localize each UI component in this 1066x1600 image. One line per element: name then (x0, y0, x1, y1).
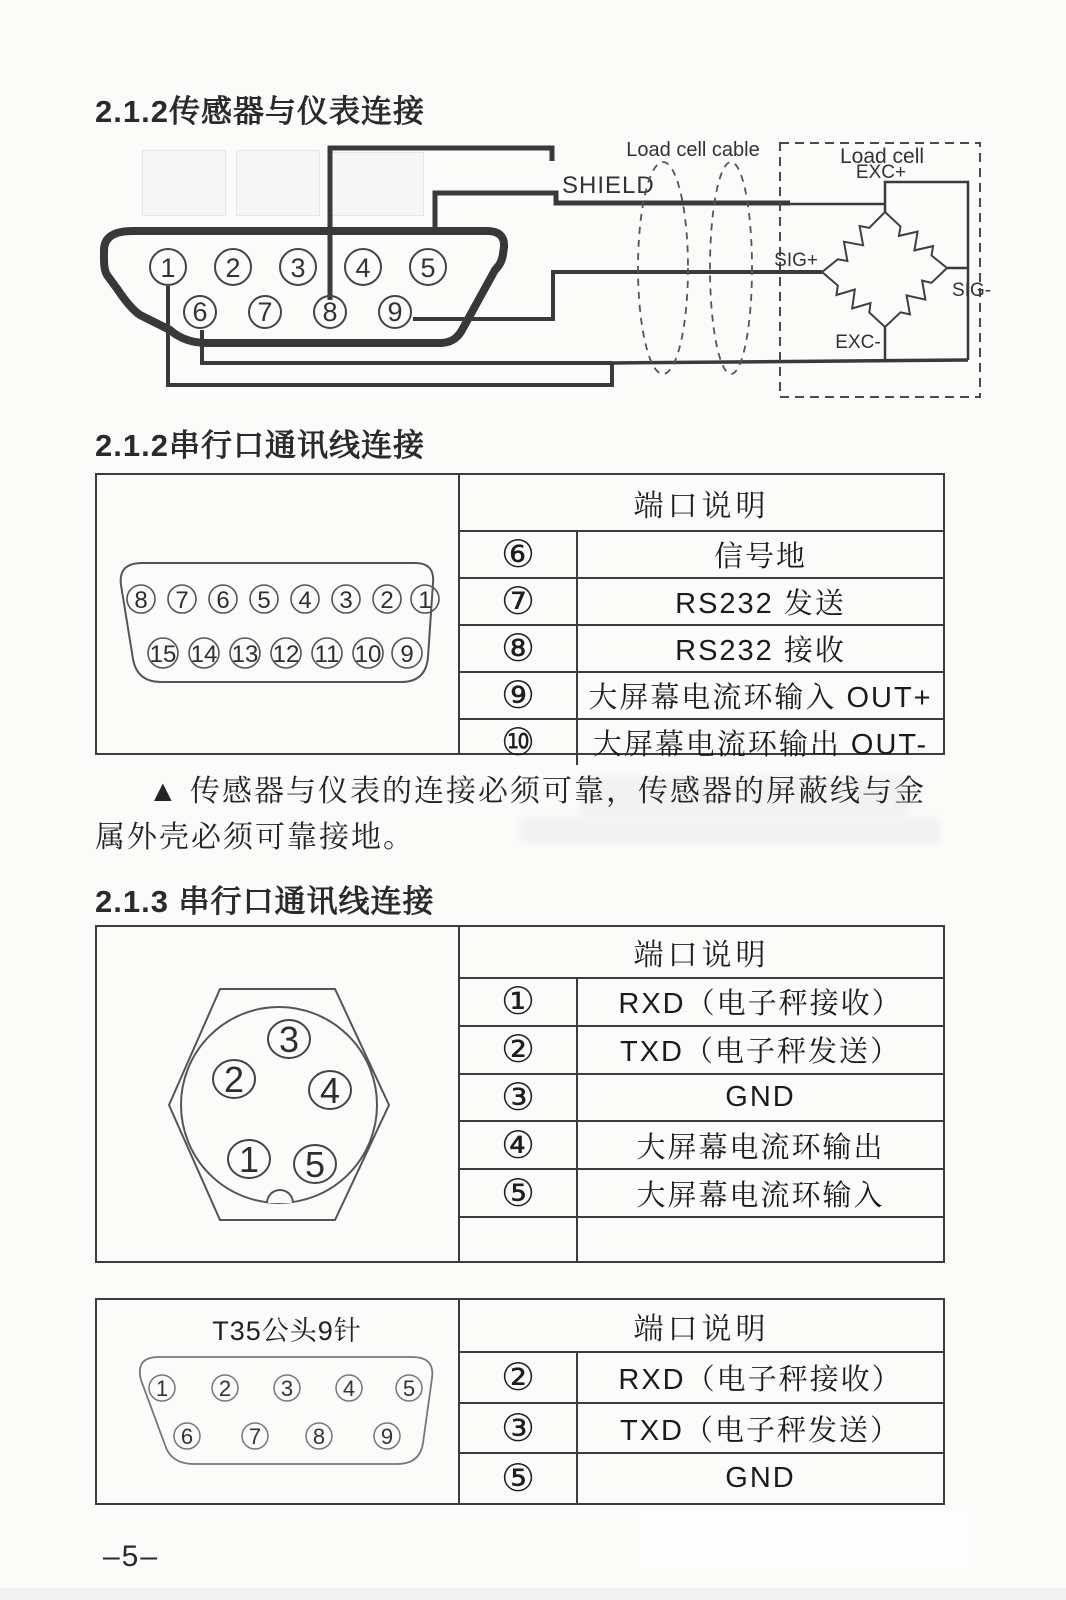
pin-description: 大屏幕电流环输出 OUT- (592, 729, 929, 761)
scan-bleed-artifact (520, 818, 940, 844)
scan-light-patch (640, 1512, 970, 1567)
section-title-3: 2.1.3 串行口通讯线连接 (95, 884, 435, 919)
table-header: 端口说明 (460, 927, 943, 979)
table-header: 端口说明 (460, 475, 943, 532)
pin-label: 2 (225, 253, 241, 283)
pin-label: 8 (312, 1424, 326, 1449)
table-row-empty (460, 1218, 943, 1261)
table-row (460, 720, 943, 765)
pin-label: 3 (278, 1019, 300, 1060)
pin-description: RS232 发送 (675, 588, 846, 620)
pin-number: ⑧ (460, 626, 578, 671)
pin-label: 5 (402, 1376, 416, 1401)
pin-label: 9 (387, 297, 403, 327)
cable-ellipses (638, 162, 752, 374)
table-row (460, 673, 943, 720)
pin-number: ③ (460, 1404, 578, 1453)
table-header: 端口说明 (460, 1300, 943, 1353)
shield-label: SHIELD (562, 172, 655, 199)
pin-label: 7 (248, 1424, 262, 1449)
pin-label: 10 (354, 641, 382, 668)
section-title-1: 2.1.2传感器与仪表连接 (95, 94, 425, 129)
pin-number: ⑤ (460, 1454, 578, 1503)
table-row (460, 1075, 943, 1123)
pin-description: 大屏幕电流环输入 OUT+ (588, 682, 933, 714)
pin-label: 4 (298, 587, 312, 614)
warning-text-line2: 属外壳必须可靠接地。 (95, 821, 415, 854)
round-connector-drawing (97, 927, 460, 1261)
table-row (460, 1353, 943, 1404)
pin-label: 9 (380, 1424, 394, 1449)
sig-minus-label: SIG- (952, 280, 992, 301)
table-row (460, 532, 943, 579)
pin-label: 5 (304, 1144, 326, 1185)
pin-description: TXD（电子秤发送） (619, 1414, 901, 1447)
db9-pins (150, 249, 446, 328)
pin-label: 7 (257, 297, 273, 327)
pin-description-empty (578, 1218, 943, 1261)
db15-connector-drawing (97, 475, 460, 753)
table-row (460, 1027, 943, 1075)
sensor-wiring-diagram (60, 128, 1040, 406)
pin-number: ⑥ (460, 532, 578, 577)
pin-label: 6 (192, 297, 208, 327)
pin-label: 1 (238, 1139, 260, 1180)
pin-label: 3 (290, 253, 306, 283)
load-cell-label: Load cell (839, 145, 925, 168)
pin-label: 4 (355, 253, 371, 283)
pin-label: 8 (322, 297, 338, 327)
pin-label: 3 (339, 587, 353, 614)
pin-label: 15 (149, 641, 177, 668)
pin-description: GND (725, 1080, 796, 1113)
pin-label: 1 (155, 1376, 169, 1401)
pin-number: ② (460, 1353, 578, 1402)
table-row (460, 626, 943, 673)
table-row (460, 1122, 943, 1170)
section-title-2: 2.1.2串行口通讯线连接 (95, 428, 425, 463)
pin-label: 11 (314, 641, 340, 668)
pin-number: ⑦ (460, 579, 578, 624)
cable-label: Load cell cable (626, 139, 760, 161)
port-table-db9 (95, 1298, 945, 1505)
db15-connector-cell (97, 475, 460, 753)
pin-number: ④ (460, 1122, 578, 1168)
connector-type-label: T35公头9针 (212, 1316, 362, 1346)
pin-label: 5 (420, 253, 436, 283)
pin-number: ⑩ (460, 720, 578, 765)
port-table-round5 (95, 925, 945, 1263)
exc-plus-label: EXC+ (855, 162, 907, 183)
pin-description: RXD（电子秤接收） (618, 1363, 903, 1396)
pin-description: RS232 接收 (675, 635, 846, 667)
pin-label: 7 (175, 587, 189, 614)
pin-label: 6 (180, 1424, 194, 1449)
round-connector-cell (97, 927, 460, 1261)
pin-label: 4 (342, 1376, 356, 1401)
pin-label: 2 (218, 1376, 232, 1401)
pin-description: 信号地 (713, 541, 807, 573)
table-row (460, 579, 943, 626)
wheatstone-bridge (822, 212, 947, 327)
pin-description: 大屏幕电流环输入 (636, 1179, 885, 1212)
sig-plus-label: SIG+ (774, 250, 818, 271)
pin-label: 12 (272, 641, 300, 668)
pin-number-empty (460, 1218, 578, 1261)
pin-label: 14 (190, 641, 218, 668)
warning-text-line1: ▲ 传感器与仪表的连接必须可靠，传感器的屏蔽线与金 (148, 775, 927, 808)
pin-label: 1 (160, 253, 176, 283)
pin-label: 13 (231, 641, 259, 668)
pin-label: 8 (134, 587, 148, 614)
scan-edge (0, 1588, 1066, 1600)
pin-number: ① (460, 979, 578, 1025)
port-table-db15 (95, 473, 945, 764)
pin-label: 2 (380, 587, 394, 614)
table-row (460, 1454, 943, 1503)
pin-number: ⑤ (460, 1170, 578, 1216)
pin-label: 5 (257, 587, 271, 614)
pin-number: ⑨ (460, 673, 578, 718)
exc-minus-label: EXC- (835, 332, 881, 353)
pin-label: 1 (418, 587, 432, 614)
pin-label: 3 (280, 1376, 294, 1401)
pin-label: 2 (223, 1059, 245, 1100)
table-row (460, 1404, 943, 1455)
db9-male-connector-drawing (97, 1300, 460, 1503)
connector-key-notch (267, 1190, 293, 1203)
pin-label: 9 (400, 641, 414, 668)
pin-description: 大屏幕电流环输出 (636, 1131, 885, 1164)
pin-description: TXD（电子秤发送） (619, 1036, 901, 1069)
pin-number: ② (460, 1027, 578, 1073)
db9-shell-outline (104, 231, 504, 343)
pin-description: RXD（电子秤接收） (618, 988, 903, 1021)
pin-number: ③ (460, 1075, 578, 1121)
pin-label: 4 (319, 1070, 341, 1111)
page-number: –5– (103, 1540, 160, 1573)
pin-description: GND (725, 1462, 796, 1495)
table-row (460, 979, 943, 1027)
table-row (460, 1170, 943, 1218)
db9-connector-cell (97, 1300, 460, 1503)
pin-label: 6 (216, 587, 230, 614)
